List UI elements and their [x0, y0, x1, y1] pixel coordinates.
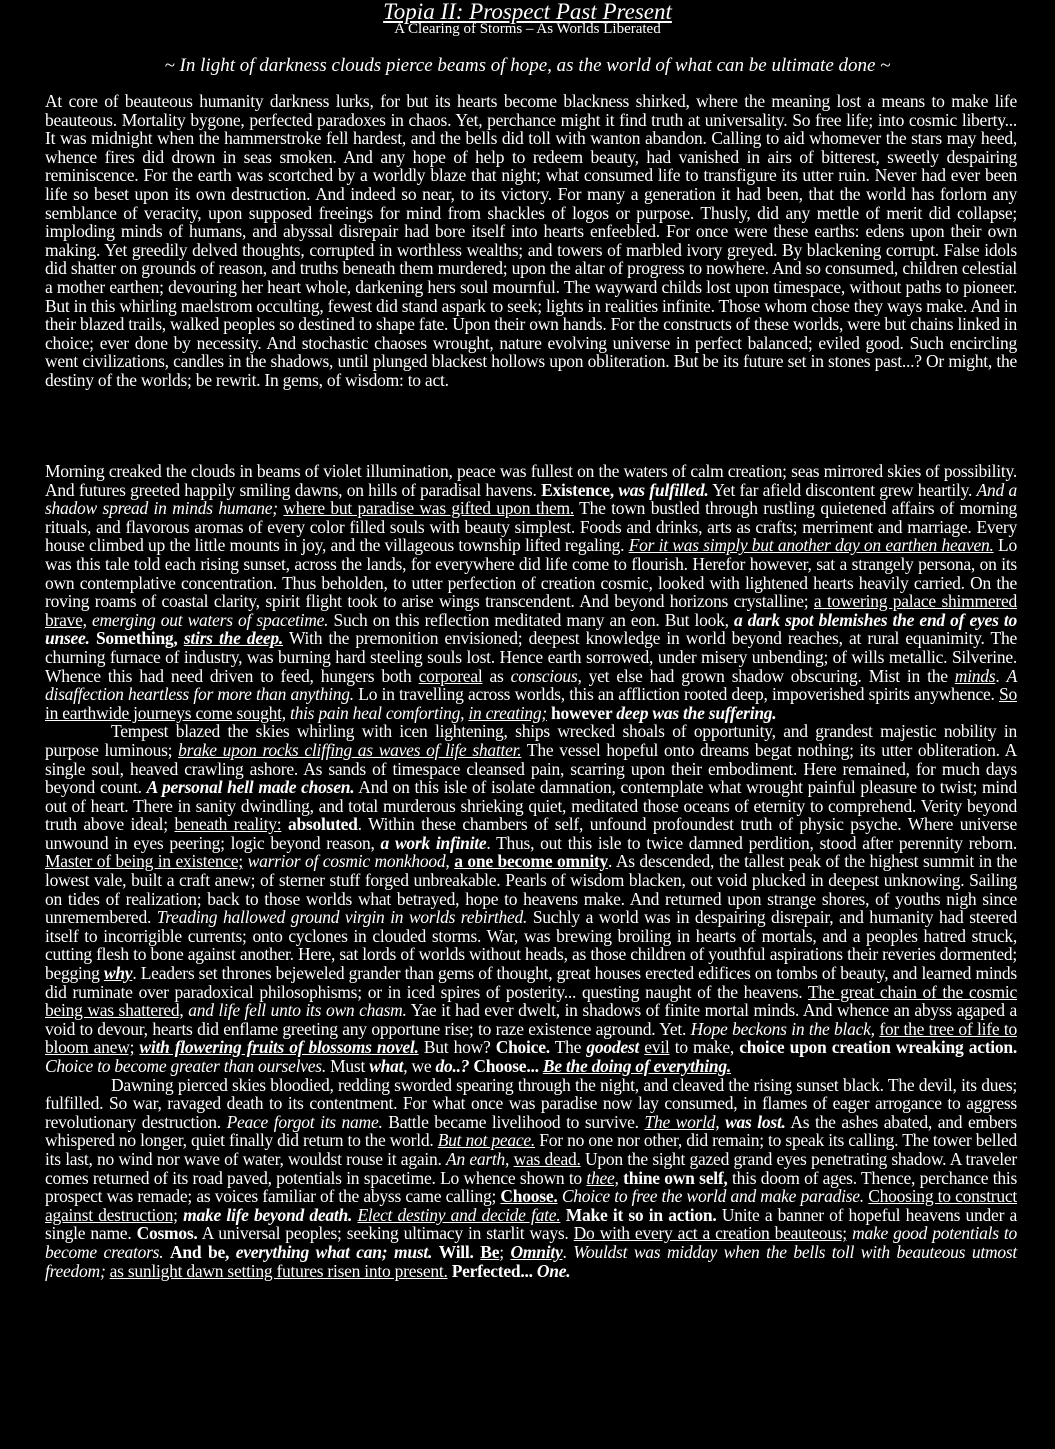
text-run: was dead. [513, 1148, 581, 1169]
text-run: Such on this reflection meditated many an eon. But look, [328, 609, 735, 630]
text-run: Yet far afield discontent grew heartily. [708, 479, 977, 500]
text-run: make life beyond death. [183, 1204, 353, 1225]
text-run: warrior of cosmic monkhood, [247, 851, 450, 872]
text-run: Wouldst was midday when the bells toll with beauteous utmost freedom; [45, 1241, 1018, 1281]
text-run: do..? [435, 1056, 470, 1076]
text-run: Something, [95, 628, 184, 649]
text-run: Master of being in existence; [45, 851, 243, 872]
text-run: a one become omnity [454, 851, 609, 872]
text-run: Will. [438, 1241, 474, 1262]
text-run [432, 1242, 439, 1262]
text-run: however [551, 702, 617, 723]
paragraph-tempest [45, 722, 1017, 1075]
text-run: Be the doing of everything. [542, 1056, 731, 1076]
text-run: Hope beckons in the black, [690, 1018, 875, 1039]
text-run: Battle became livelihood to survive. [382, 1111, 645, 1132]
text-run: Choice to become greater than ourselves. [45, 1056, 326, 1076]
paragraph-morning [45, 462, 1017, 722]
text-run: as [482, 665, 511, 686]
text-run: . [562, 1241, 574, 1262]
text-run: thee, [586, 1167, 619, 1188]
text-run: beneath reality: [174, 814, 282, 835]
text-run: . Thus, out this isle to twice damned perdition, stood after perennity reborn. [486, 832, 1017, 853]
text-run: . As descended, the tallest peak of the highest summit in the lowest vale, built a craft anew; of sterner stuff forged unbreakable. Pearls of wisdom blacken, out void plucked in deepest unknowing. Sailing on tides of realization; back to those worlds what betrayed, hope to heavens make. And returned upon strange shores, of youths nigh since unremembered. [45, 851, 1017, 928]
text-run: absoluted [287, 814, 358, 835]
text-run: At core of beauteous humanity darkness lurks, for but its hearts become blackness shirked, where the meaning lost a means to make life beauteous. Mortality bygone, perfected paradoxes in chaos. Yet, perchance might it find truth at universality. So free life; into cosmic liberty... It was midnight when the hammerstroke fell hardest, and the bells did toll with wanton abandon. Calling to aid whomever the stars may heed, whence fires did drown in seas smoken. And any hope of help to redeem beauty, had vanished in airs of bitterest, sweetly despairing reminiscence. For the earth was scortched by a worldly blaze that night; what consumed life to transfigure its utter ruin. Never had ever been life so beset upon its own destruction. And indeed so near, to its victory. For many a generation it had been, that the world has forlorn any semblance of veracity, upon supposed freeings for mind from shackles of logos or purpose. Thusly, did any mettle of merit did collapse; imploding minds of humans, and abyssal disrepair had bore itself into hearts enfeebled. For once were these earths: edens upon their own making. Yet greedily delved thoughts, corrupted in worthless wealths; and towers of marbled ivory greyed. By blackening corrupt. False idols did shatter on grounds of reason, and truths beneath them murdered; upon the altar of progress to nowhere. And so consumed, children celestial a mother earthen; devouring her heart whole, darkening hers soul mournful. The wayward childs lost upon timespace, without paths to pioneer. But in this whirling maelstrom occulting, fewest did stand aspark to seek; lights in realities infinite. Those whom chose they ways make. And in their blazed trails, walked peoples so destined to shape fate. Upon their own hands. For the constructs of these worlds, were but chains linked in choice; ever done by necessity. And stochastic chaoses wrought, nature evolving universe in perfect balanced; eviled good. Such encircling went civilizations, candles in the shadows, until plunged blackest hollows upon obliteration. But be its future set in stones past...? Or might, the destiny of the worlds; be rewrit. In gems, of wisdom: to act. [45, 91, 1017, 390]
text-run: Morning creaked the clouds in beams of violet illumination, peace was fullest on the waters of calm creation; seas mirrored skies of possibility. And futures greeted happily smiling dawns, on hills of paradisal havens. [45, 461, 1017, 500]
text-run: was fulfilled. [618, 479, 709, 500]
text-run: a dark spot blemishes the end of eyes to unsee. [45, 609, 1018, 649]
text-run: A disaffection heartless for more than anything. [45, 665, 1018, 705]
text-run: minds [954, 665, 996, 686]
text-run: For it was simply but another day on earthen heaven. [628, 535, 994, 556]
text-run: stirs the deep. [183, 628, 284, 649]
text-run: evil [644, 1037, 670, 1058]
text-run: Omnity [510, 1241, 563, 1262]
text-run: Must [325, 1056, 370, 1076]
epigraph: ~ In light of darkness clouds pierce beams of hope, as the world of what can be ultimate done ~ [164, 55, 891, 76]
text-run: Choose. [500, 1186, 558, 1207]
text-run: Be [480, 1241, 500, 1262]
text-run: Peace forgot its name. [226, 1111, 383, 1132]
text-run: a work infinite [380, 832, 487, 853]
text-run [163, 1242, 170, 1262]
text-run: brake upon rocks cliffing as waves of life shatter. [178, 739, 522, 760]
text-run: Treading hallowed ground virgin in worlds rebirthed. [156, 907, 528, 928]
text-run: where but paradise was gifted upon them. [283, 498, 574, 519]
text-run: Do with every act a creation beauteous; [573, 1223, 847, 1244]
text-run: to make, [669, 1037, 740, 1058]
text-run: with flowering fruits of blossoms novel. [139, 1037, 419, 1058]
text-run: Make it so in action. [565, 1204, 717, 1225]
text-run: Cosmos. [136, 1223, 198, 1244]
text-run: was lost. [725, 1111, 786, 1132]
text-run: The [549, 1037, 587, 1058]
text-run: The world, [644, 1111, 720, 1132]
text-run: . Within these chambers of self, unfound profoundest truth of physic psyche. Where universe unwound in eyes peering; logic beyond reason, [45, 814, 1017, 853]
text-run: this doom of ages. Thence, perchance this prospect was remade; as voices familiar of the abyss came calling; [45, 1167, 1018, 1207]
text-run: Choice. [495, 1037, 550, 1058]
text-run: But how? [418, 1037, 496, 1058]
text-run: For no one nor other, did remain; to speak its calling. The tower belled its last, no wind nor wave of water, wouldst rouse it again. [45, 1130, 1017, 1169]
text-run: One. [536, 1260, 571, 1281]
text-run: A universal peoples; seeking ultimacy in starlit ways. [197, 1223, 574, 1244]
main-text [45, 462, 1017, 1280]
document-subtitle: A Clearing of Storms – As Worlds Liberated [394, 21, 661, 37]
text-run: in creating; [468, 702, 547, 723]
text-run: Choose... [473, 1056, 539, 1076]
text-run: As the ashes abated, and embers whispered no longer, quiet finally did return to the world. [45, 1111, 1017, 1151]
text-run: for the tree of life to bloom anew; [45, 1018, 1017, 1058]
text-run: Tempest blazed the skies whirling with icen lightening, ships wrecked shoals of opportunity, and grandest majestic nobility in purpose luminous; [45, 721, 1017, 760]
text-run [281, 814, 288, 834]
text-run: and life fell unto its own chasm. [188, 1000, 407, 1021]
document-title: Topia II: Prospect Past Present [383, 0, 672, 24]
text-run: choice upon creation wreaking action. [739, 1037, 1018, 1058]
text-run: , yet else had grown shadow obscuring. Mist in the [577, 665, 955, 686]
text-run: Dawning pierced skies bloodied, redding sworded spearing through the night, and cleaved the rising sunset black. The devil, its dues; fulfilled. So war, ravaged death to its contentment. For what once was paradise now lay consumed, in flames of eager arrogance to aggress revolutionary destruction. [45, 1074, 1017, 1132]
text-run: The town bustled through rustling quietened affairs of morning rituals, and flavorous aromas of every color filled souls with beauty simplest. Foods and drinks, arts as crafts; merriment and marriage. Every house climbed up the little mounts in joy, and the villageous township lifted regaling. [45, 498, 1017, 556]
text-run: why [103, 963, 133, 984]
text-run: Perfected... [451, 1260, 533, 1281]
text-run: goodest [586, 1037, 640, 1058]
text-run: as sunlight dawn setting futures risen into present. [109, 1260, 448, 1281]
text-run: And on this isle of isolate damnation, contemplate what wrought painful pleasure to twist; mind out of heart. There in sanity dwindling, and total murderous shrieking quiet, meditated those oceans of eternity to comprehend. Verity beyond truth above ideal; [45, 777, 1018, 835]
text-run: deep was the suffering. [616, 702, 777, 723]
text-run: And a shadow spread in minds humane; [45, 479, 1017, 519]
text-run: this pain heal comforting, [289, 702, 465, 723]
paragraph-prologue [45, 92, 1017, 390]
text-run: conscious [510, 665, 578, 686]
text-run: Upon the sight gazed grand eyes penetrating shadow. A traveler comes returned of its road paved, potentials in spacetime. Lo whence shown to [45, 1148, 1017, 1188]
text-run: a towering palace shimmered brave, [45, 591, 1018, 630]
prologue-text [45, 92, 1017, 390]
text-run: Choosing to construct against destruction; [45, 1186, 1018, 1225]
text-run: emerging out waters of spacetime. [92, 609, 329, 630]
text-run: make good potentials to become creators. [45, 1223, 1018, 1262]
text-run: Lo in travelling across worlds, this an affliction rooted deep, impoverished spirits anywhence. [353, 684, 1000, 705]
paragraph-dawning [45, 1076, 1017, 1281]
text-run: Lo was this tale told each rising sunset, across the lands, for everywhere did life come to flourish. Herefor however, sat a strangely persona, on its own contemplative concentration. Thus beholden, to utter perfection of creation cosmic, looked with lightened hearts heavily carried. On the roving roams of coastal clarity, spirit flight took to arise wings transcendent. And beyond horizons crystalline; [45, 535, 1017, 612]
text-run: Choice to free the world and make paradise. [561, 1186, 864, 1207]
text-run: what [369, 1056, 404, 1076]
text-run: thine own self, [623, 1167, 728, 1188]
text-run: But not peace. [437, 1130, 536, 1151]
text-run: A personal hell made chosen. [146, 777, 355, 798]
text-run: Yae it had ever dwelt, in shadows of finite mortal minds. And whence an abyss agaped a void to devour, hearts did enflame greeting any opportune rise; to raze existence aground. Yet. [45, 1000, 1017, 1039]
text-run: So in earthwide journeys come sought, [45, 684, 1017, 723]
text-run: . Leaders set thrones bejeweled grander than gems of thought, great houses erected edifices on tombs of beauty, and learned minds did ruminate over paradoxical philosophisms; or in iced spires of posterity... questing naught of the heavens. [45, 963, 1017, 1002]
text-run: The vessel hopeful onto dreams begat nothing; its utter obliteration. A single soul, heaved crawling ashore. As sands of timespace cleansed pain, scarring upon their embodiment. Here remained, for much days beyond count. [45, 739, 1017, 798]
text-run: Unite a banner of hopeful heavens under a single name. [45, 1204, 1018, 1244]
text-run: Suchly a world was in despairing disrepair, and humanity had steered itself to incorrigible currents; onto cyclones in clouded storms. War, was brewing broiling in hearts of mortals, and a peoples hatred struck, cutting flesh to bone against another. Here, sat lords of worlds without heads, as those children of youthful aspirations their reveries dormented; begging [45, 907, 1017, 984]
text-run: . [995, 665, 1007, 686]
text-run: ; [499, 1241, 511, 1262]
text-run: Existence, [541, 479, 619, 500]
text-run: With the premonition envisioned; deepest knowledge in world beyond reaches, at rural equanimity. The churning furnace of industry, was burning hard steeling souls lost. Hence earth sorrowed, under misery unbending; of wills metallic. Silverine. Whence this had need driven to feed, hungers both [45, 628, 1018, 686]
text-run: And be, [170, 1241, 236, 1262]
text-run: The great chain of the cosmic being was shattered, [45, 981, 1017, 1021]
text-run: everything what can; must. [235, 1241, 433, 1262]
text-run: corporeal [418, 665, 483, 686]
text-run: , we [403, 1056, 436, 1076]
text-run: Elect destiny and decide fate. [357, 1204, 561, 1225]
text-run: An earth, [446, 1148, 510, 1169]
